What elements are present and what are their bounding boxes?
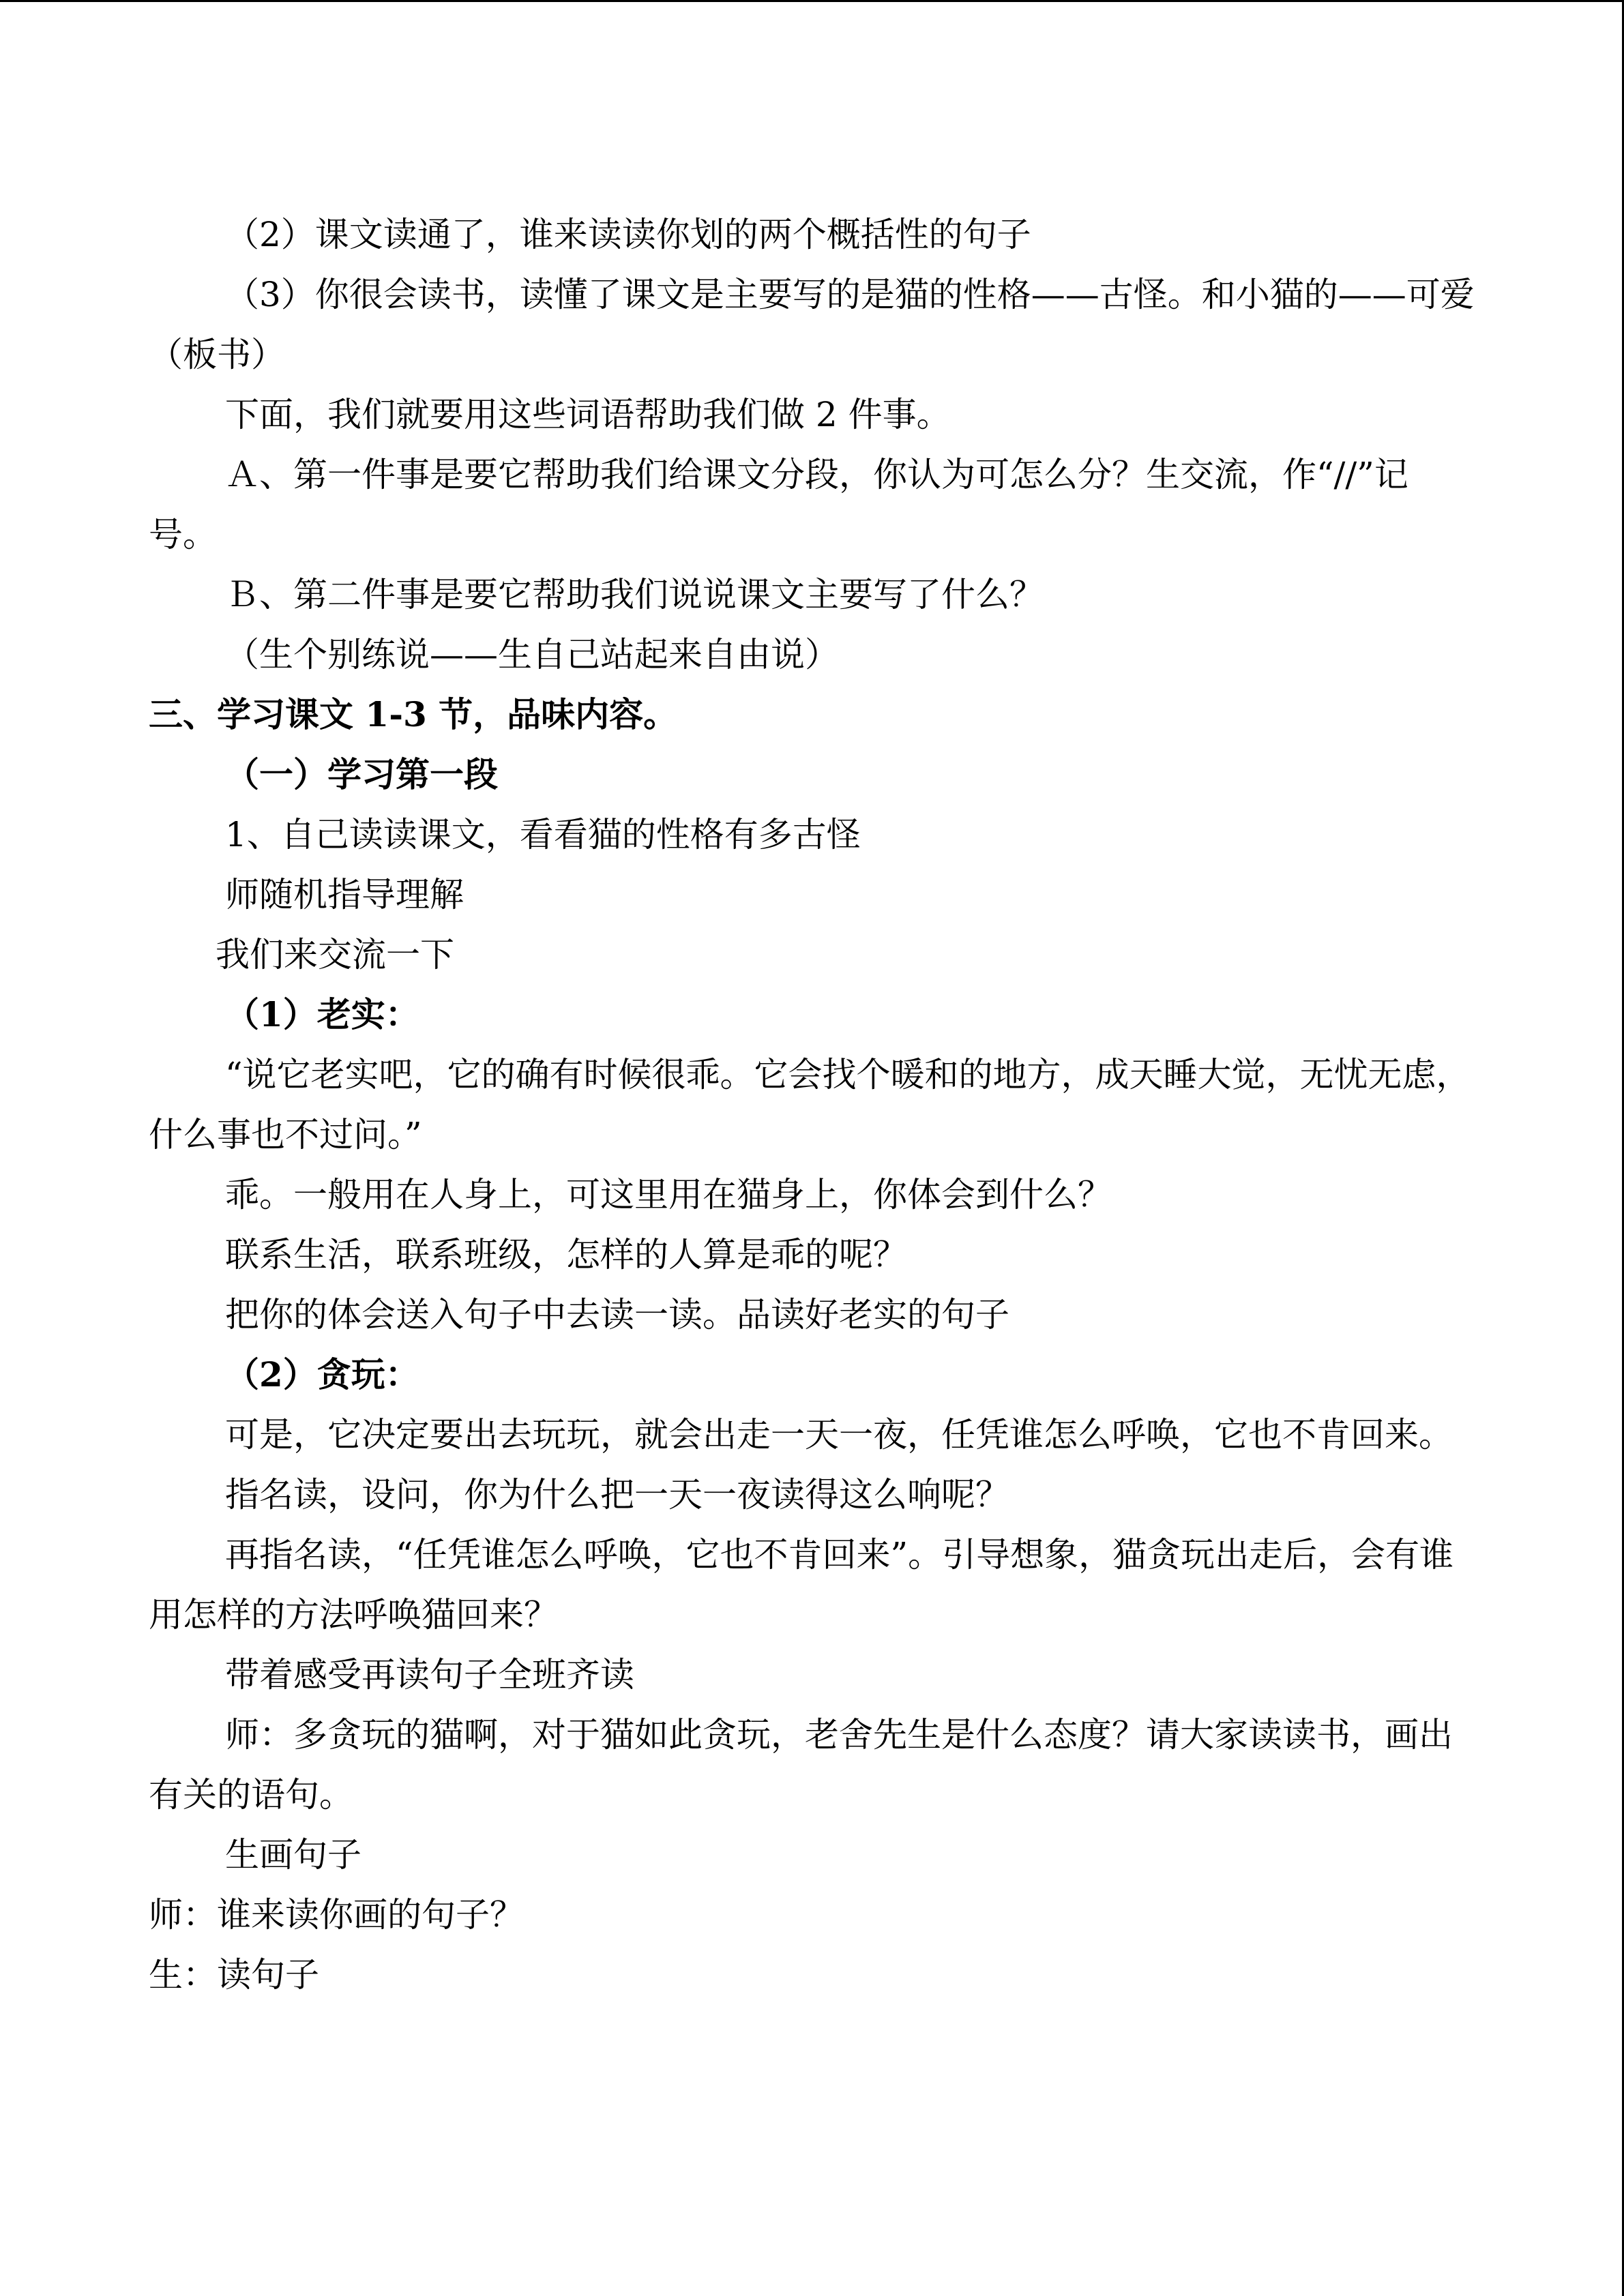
paragraph: （2）课文读通了，谁来读读你划的两个概括性的句子 (225, 215, 1031, 254)
paragraph: Ａ、第一件事是要它帮助我们给课文分段，你认为可怎么分？生交流，作“//”记号。 (149, 455, 1408, 554)
paragraph: （生个别练说——生自己站起来自由说） (225, 635, 839, 674)
paragraph: Ｂ、第二件事是要它帮助我们说说课文主要写了什么？ (225, 575, 1044, 614)
paragraph: 生画句子 (225, 1835, 361, 1875)
paragraph: 师随机指导理解 (225, 875, 464, 914)
paragraph: 乖。一般用在人身上，可这里用在猫身上，你体会到什么？ (225, 1175, 1112, 1214)
paragraph: 把你的体会送入句子中去读一读。品读好老实的句子 (225, 1295, 1009, 1335)
paragraph: “说它老实吧，它的确有时候很乖。它会找个暖和的地方，成天睡大觉，无忧无虑，什么事也不过问。” (149, 1055, 1471, 1154)
paragraph: 生：读句子 (149, 1955, 319, 1995)
subsection-heading: （1）老实： (225, 994, 419, 1034)
paragraph: 联系生活，联系班级，怎样的人算是乖的呢？ (225, 1235, 907, 1274)
paragraph: 1、自己读读课文，看看猫的性格有多古怪 (225, 815, 861, 854)
paragraph: 下面，我们就要用这些词语帮助我们做 2 件事。 (225, 395, 951, 434)
paragraph: 可是，它决定要出去玩玩，就会出走一天一夜，任凭谁怎么呼唤，它也不肯回来。 (225, 1415, 1453, 1455)
paragraph: 再指名读，“任凭谁怎么呼唤，它也不肯回来”。引导想象，猫贪玩出走后，会有谁用怎样的方法呼唤猫回来？ (149, 1535, 1454, 1635)
paragraph: 师：多贪玩的猫啊，对于猫如此贪玩，老舍先生是什么态度？请大家读读书，画出有关的语句。 (149, 1715, 1453, 1815)
document-body (149, 205, 1475, 2005)
paragraph: 我们来交流一下 (216, 935, 454, 974)
paragraph: 指名读，设问，你为什么把一天一夜读得这么响呢？ (225, 1475, 1009, 1515)
section-heading: 三、学习课文 1-3 节，品味内容。 (149, 694, 678, 734)
paragraph: 师：谁来读你画的句子？ (149, 1895, 524, 1935)
subsection-heading: （2）贪玩： (225, 1354, 419, 1395)
subsection-heading: （一）学习第一段 (225, 754, 498, 794)
paragraph: 带着感受再读句子全班齐读 (225, 1655, 634, 1695)
paragraph: （3）你很会读书，读懂了课文是主要写的是猫的性格——古怪。和小猫的——可爱（板书） (149, 275, 1475, 374)
